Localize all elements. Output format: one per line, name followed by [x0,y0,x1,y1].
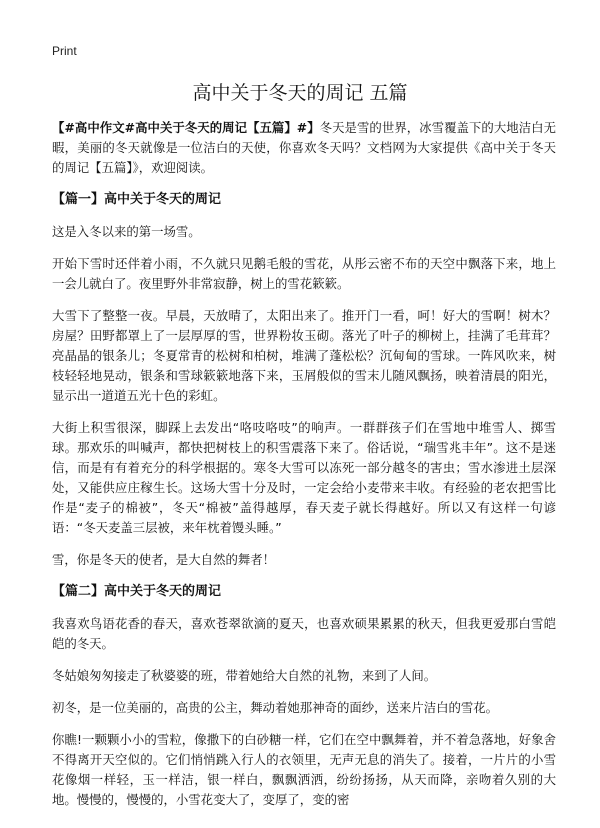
paragraph: 我喜欢鸟语花香的春天，喜欢苍翠欲滴的夏天，也喜欢硕果累累的秋天，但我更爱那白雪皑皑的冬天。 [52,616,556,651]
paragraph: 大雪下了整整一夜。早晨，天放晴了，太阳出来了。推开门一看，呵！好大的雪啊！树木？房屋？田野都罩上了一层厚厚的雪，世界粉妆玉砌。落光了叶子的柳树上，挂满了毛茸茸？亮晶晶的银条儿；冬夏常青的松树和柏树，堆满了蓬松松？沉甸甸的雪球。一阵风吹来，树枝轻轻地晃动，银条和雪球簌簌地落下来，玉屑般似的雪末儿随风飘扬，映着清晨的阳光，显示出一道道五光十色的彩虹。 [52,308,556,403]
print-label: Print [52,44,77,58]
section-heading-1: 【篇一】高中关于冬天的周记 [52,192,222,207]
intro-text: 冬天是雪的世界，冰雪覆盖下的大地洁白无暇，美丽的冬天就像是一位洁白的天使，你喜欢冬天吗？文档网为大家提供《高中关于冬天的周记【五篇】》，欢迎阅读。 [52,120,556,175]
paragraph: 这是入冬以来的第一场雪。 [52,224,201,239]
intro-paragraph [52,118,556,178]
paragraph: 冬姑娘匆匆接走了秋婆婆的班，带着她给大自然的礼物，来到了人间。 [52,668,437,683]
page-title: 高中关于冬天的周记 五篇 [192,82,408,104]
paragraph: 雪，你是冬天的使者，是大自然的舞者！ [52,552,276,567]
paragraph: 初冬，是一位美丽的，高贵的公主，舞动着她那神奇的面纱，送来片洁白的雪花。 [52,700,499,715]
intro-tag: 【#高中作文#高中关于冬天的周记【五篇】#】 [52,120,320,135]
section-heading-2: 【篇二】高中关于冬天的周记 [52,584,222,599]
article-body [52,118,556,822]
paragraph: 大街上积雪很深，脚踩上去发出“咯吱咯吱”的响声。一群群孩子们在雪地中堆雪人、掷雪球。那欢乐的叫喊声，都快把树枝上的积雪震落下来了。俗话说，“瑞雪兆丰年”。这不是迷信，而是有有着充分的科学根据的。寒冬大雪可以冻死一部分越冬的害虫；雪水渗进土层深处，又能供应庄稼生长。这场大雪十分及时，一定会给小麦带来丰收。有经验的老农把雪比作是“麦子的棉被”，冬天“棉被”盖得越厚，春天麦子就长得越好。所以又有这样一句谚语：“冬天麦盖三层被，来年枕着馒头睡。” [52,420,556,535]
paragraph: 你瞧!一颗颗小小的雪粒，像撒下的白砂糖一样，它们在空中飘舞着，并不着急落地，好象舍不得离开天空似的。它们悄悄跳入行人的衣领里，无声无息的消失了。接着，一片片的小雪花像烟一样轻，玉一样洁，银一样白，飘飘洒洒，纷纷扬扬，从天而降，亲吻着久别的大地。慢慢的，慢慢的，小雪花变大了，变厚了，变的密 [52,732,556,807]
paragraph: 开始下雪时还伴着小雨，不久就只见鹅毛般的雪花，从彤云密不布的天空中飘落下来，地上一会儿就白了。夜里野外非常寂静，树上的雪花簌簌。 [52,256,556,291]
